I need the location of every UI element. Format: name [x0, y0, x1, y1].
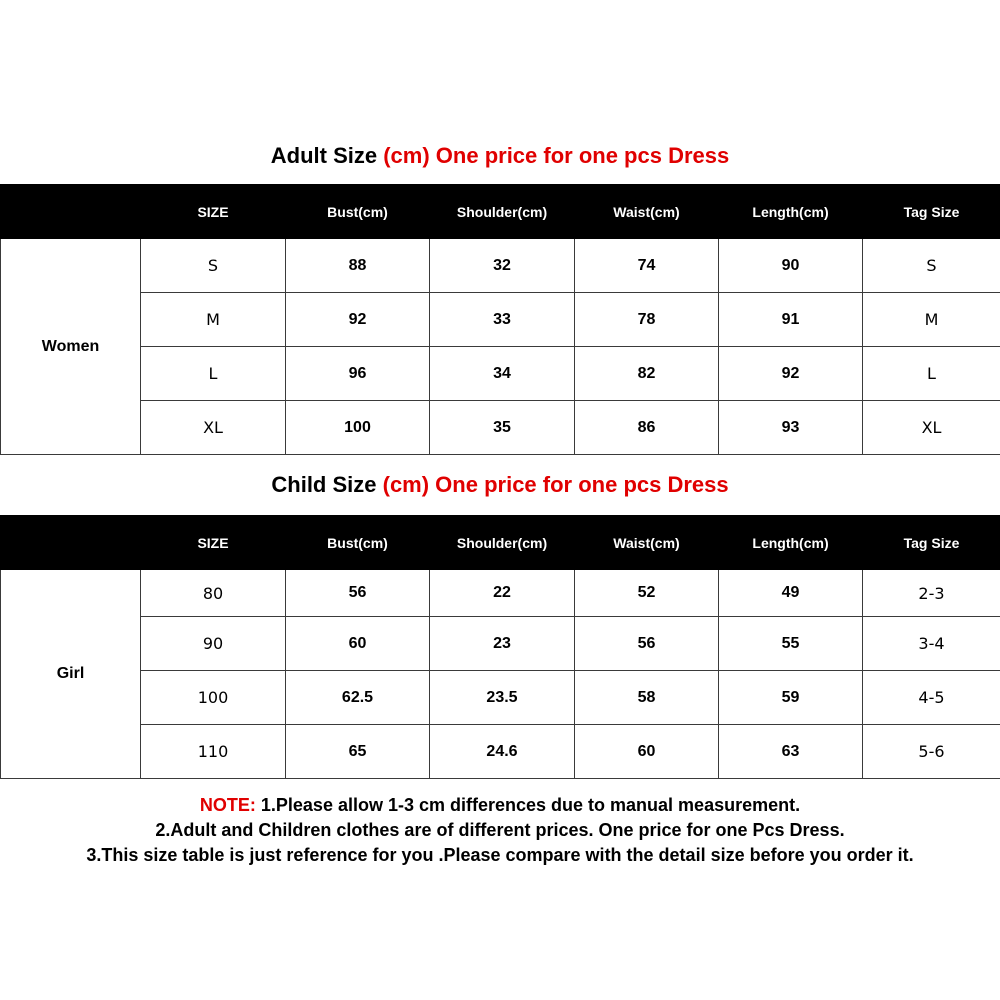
waist-cell: 58 [575, 671, 719, 725]
adult-header-row [1, 185, 1000, 239]
note-line-1 [0, 793, 1000, 818]
length-cell: 93 [719, 401, 863, 455]
tag-size-cell: 5-6 [863, 725, 1000, 779]
bust-cell: 96 [286, 347, 430, 401]
header-size: SIZE [141, 185, 286, 239]
shoulder-cell: 32 [430, 239, 575, 293]
bust-cell: 62.5 [286, 671, 430, 725]
length-cell: 49 [719, 570, 863, 617]
adult-title-red: (cm) One price for one pcs Dress [383, 143, 730, 168]
header-waist: Waist(cm) [575, 185, 719, 239]
table-row [1, 293, 1000, 347]
bust-cell: 65 [286, 725, 430, 779]
header-shoulder: Shoulder(cm) [430, 185, 575, 239]
header-blank-cell [1, 185, 141, 239]
bust-cell: 100 [286, 401, 430, 455]
table-row [1, 239, 1000, 293]
shoulder-cell: 24.6 [430, 725, 575, 779]
table-row [1, 725, 1000, 779]
waist-cell: 78 [575, 293, 719, 347]
adult-title-black: Adult Size [270, 143, 378, 168]
table-row [1, 347, 1000, 401]
shoulder-cell: 22 [430, 570, 575, 617]
length-cell: 63 [719, 725, 863, 779]
waist-cell: 60 [575, 725, 719, 779]
waist-cell: 74 [575, 239, 719, 293]
shoulder-cell: 33 [430, 293, 575, 347]
waist-cell: 52 [575, 570, 719, 617]
tag-size-cell: 4-5 [863, 671, 1000, 725]
tag-size-cell: S [863, 239, 1000, 293]
bust-cell: 92 [286, 293, 430, 347]
shoulder-cell: 23.5 [430, 671, 575, 725]
shoulder-cell: 23 [430, 617, 575, 671]
note-label: NOTE: [199, 795, 256, 815]
length-cell: 90 [719, 239, 863, 293]
waist-cell: 82 [575, 347, 719, 401]
header-size: SIZE [141, 516, 286, 570]
adult-size-title [0, 143, 1000, 169]
child-size-title [0, 472, 1000, 498]
table-row [1, 671, 1000, 725]
note-text-1: 1.Please allow 1-3 cm differences due to manual measurement. [255, 795, 801, 815]
note-line-3: 3.This size table is just reference for you .Please compare with the detail size before you order it. [86, 845, 914, 865]
size-cell: L [141, 347, 286, 401]
length-cell: 92 [719, 347, 863, 401]
bust-cell: 88 [286, 239, 430, 293]
header-tag-size: Tag Size [863, 185, 1000, 239]
child-size-table [0, 515, 1000, 779]
shoulder-cell: 35 [430, 401, 575, 455]
tag-size-cell: XL [863, 401, 1000, 455]
waist-cell: 86 [575, 401, 719, 455]
note-line-2: 2.Adult and Children clothes are of different prices. One price for one Pcs Dress. [155, 820, 845, 840]
table-row [1, 570, 1000, 617]
size-cell: S [141, 239, 286, 293]
size-cell: M [141, 293, 286, 347]
bust-cell: 56 [286, 570, 430, 617]
shoulder-cell: 34 [430, 347, 575, 401]
tag-size-cell: 3-4 [863, 617, 1000, 671]
size-cell: 90 [141, 617, 286, 671]
size-cell: 80 [141, 570, 286, 617]
child-title-red: (cm) One price for one pcs Dress [382, 472, 729, 497]
size-cell: 100 [141, 671, 286, 725]
length-cell: 59 [719, 671, 863, 725]
header-shoulder: Shoulder(cm) [430, 516, 575, 570]
length-cell: 55 [719, 617, 863, 671]
header-waist: Waist(cm) [575, 516, 719, 570]
table-row [1, 401, 1000, 455]
bust-cell: 60 [286, 617, 430, 671]
length-cell: 91 [719, 293, 863, 347]
header-length: Length(cm) [719, 516, 863, 570]
header-tag-size: Tag Size [863, 516, 1000, 570]
notes-block [0, 793, 1000, 868]
size-cell: XL [141, 401, 286, 455]
table-row [1, 617, 1000, 671]
header-bust: Bust(cm) [286, 185, 430, 239]
header-length: Length(cm) [719, 185, 863, 239]
adult-size-table [0, 184, 1000, 455]
tag-size-cell: L [863, 347, 1000, 401]
waist-cell: 56 [575, 617, 719, 671]
tag-size-cell: M [863, 293, 1000, 347]
group-label-girl: Girl [1, 570, 141, 779]
header-bust: Bust(cm) [286, 516, 430, 570]
child-title-black: Child Size [271, 472, 377, 497]
group-label-women: Women [1, 239, 141, 455]
header-blank-cell [1, 516, 141, 570]
tag-size-cell: 2-3 [863, 570, 1000, 617]
child-header-row [1, 516, 1000, 570]
size-cell: 110 [141, 725, 286, 779]
